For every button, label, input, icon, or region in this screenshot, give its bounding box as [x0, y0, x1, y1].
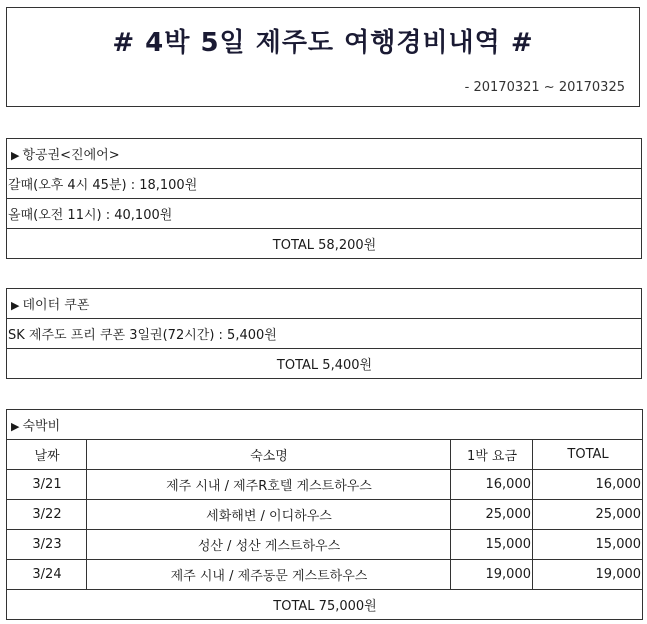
- triangle-right-icon: ▶: [11, 420, 20, 433]
- table-row: [7, 500, 643, 530]
- column-header-total: TOTAL: [533, 440, 643, 470]
- table-row: [7, 470, 643, 500]
- column-header-date: 날짜: [7, 440, 87, 470]
- travel-period: - 20170321 ~ 20170325: [464, 80, 625, 95]
- triangle-right-icon: ▶: [11, 149, 20, 162]
- triangle-right-icon: ▶: [11, 299, 20, 312]
- lodging-total: TOTAL 75,000원: [7, 590, 643, 620]
- cell-total: 19,000: [533, 560, 643, 590]
- cell-total: 15,000: [533, 530, 643, 560]
- cell-date: 3/21: [7, 470, 87, 500]
- flight-table: [6, 138, 642, 259]
- table-row: [7, 530, 643, 560]
- cell-total: 25,000: [533, 500, 643, 530]
- lodging-table: [6, 409, 643, 620]
- data-coupon-heading: ▶ 데이터 쿠폰: [7, 289, 642, 319]
- cell-lodging-name: 성산 / 성산 게스트하우스: [87, 530, 451, 560]
- lodging-heading: ▶ 숙박비: [7, 410, 643, 440]
- data-coupon-total: TOTAL 5,400원: [7, 349, 642, 379]
- data-coupon-table: [6, 288, 642, 379]
- cell-total: 16,000: [533, 470, 643, 500]
- cell-nightly-rate: 25,000: [451, 500, 533, 530]
- cell-date: 3/23: [7, 530, 87, 560]
- cell-lodging-name: 제주 시내 / 제주동문 게스트하우스: [87, 560, 451, 590]
- cell-date: 3/24: [7, 560, 87, 590]
- cell-lodging-name: 제주 시내 / 제주R호텔 게스트하우스: [87, 470, 451, 500]
- cell-nightly-rate: 19,000: [451, 560, 533, 590]
- flight-row-outbound: 갈때(오후 4시 45분) : 18,100원: [7, 169, 642, 199]
- cell-date: 3/22: [7, 500, 87, 530]
- column-header-nightly-rate: 1박 요금: [451, 440, 533, 470]
- flight-heading: ▶ 항공권<진에어>: [7, 139, 642, 169]
- cell-nightly-rate: 16,000: [451, 470, 533, 500]
- data-coupon-row: SK 제주도 프리 쿠폰 3일권(72시간) : 5,400원: [7, 319, 642, 349]
- column-header-lodging-name: 숙소명: [87, 440, 451, 470]
- page-title: # 4박 5일 제주도 여행경비내역 #: [112, 28, 534, 58]
- flight-row-return: 올때(오전 11시) : 40,100원: [7, 199, 642, 229]
- title-box: [6, 7, 640, 107]
- table-row: [7, 560, 643, 590]
- cell-nightly-rate: 15,000: [451, 530, 533, 560]
- cell-lodging-name: 세화해변 / 이디하우스: [87, 500, 451, 530]
- flight-total: TOTAL 58,200원: [7, 229, 642, 259]
